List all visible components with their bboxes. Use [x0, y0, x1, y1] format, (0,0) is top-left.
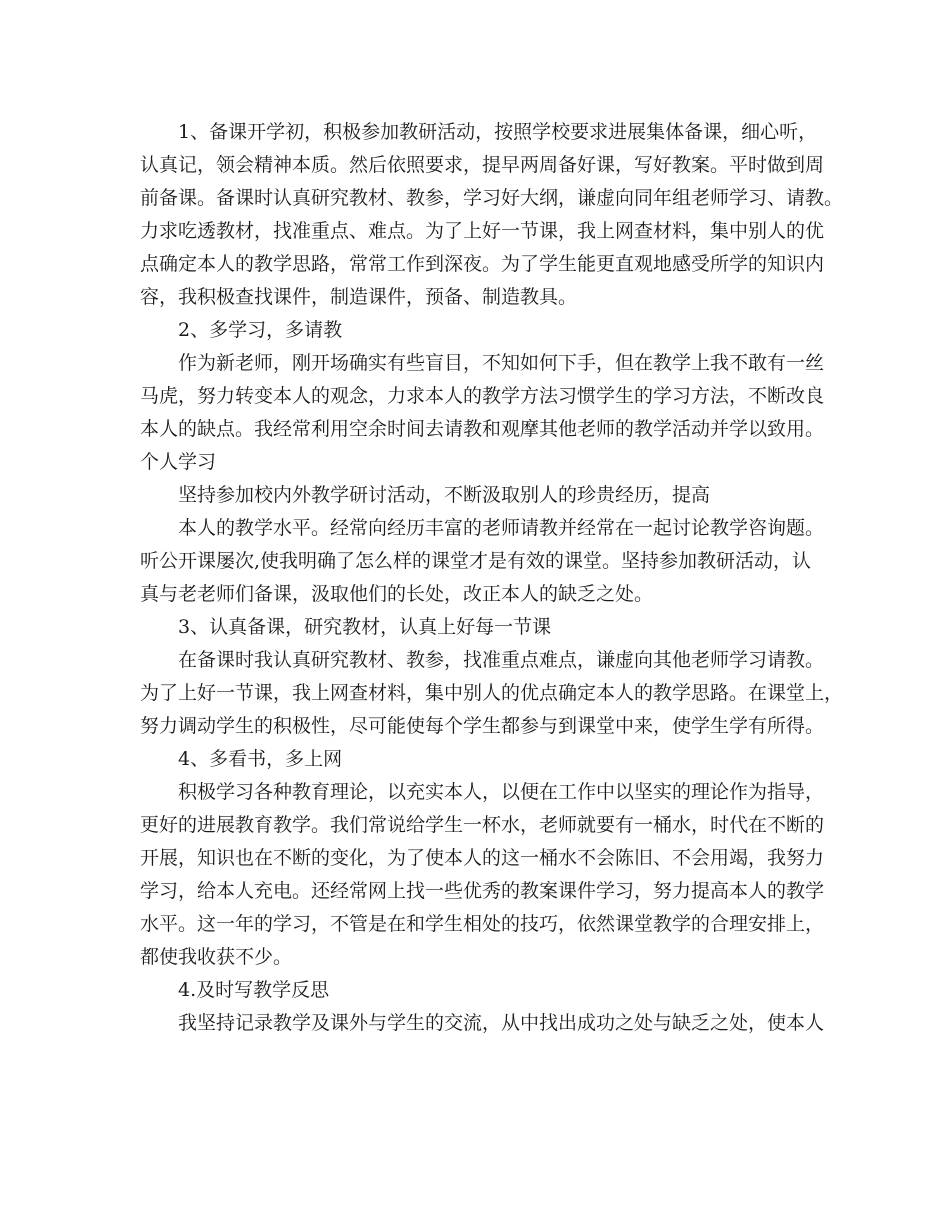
paragraph-5-line-4: 学习，给本人充电。还经常网上找一些优秀的教案课件学习，努力提高本人的教学 [140, 880, 825, 902]
section-heading-personal-study: 个人学习 [140, 451, 217, 473]
paragraph-4-line-2: 为了上好一节课，我上网查材料，集中别人的优点确定本人的教学思路。在课堂上， [140, 682, 844, 704]
paragraph-2-line-2: 马虎，努力转变本人的观念，力求本人的教学方法习惯学生的学习方法，不断改良 [140, 385, 825, 407]
paragraph-5-line-6: 都使我收获不少。 [140, 946, 293, 968]
paragraph-2-line-1: 作为新老师，刚开场确实有些盲目，不知如何下手，但在教学上我不敢有一丝 [178, 352, 825, 374]
paragraph-3-line-1: 坚持参加校内外教学研讨活动，不断汲取别人的珍贵经历，提高 [178, 484, 711, 506]
paragraph-5-line-2: 更好的进展教育教学。我们常说给学生一杯水，老师就要有一桶水，时代在不断的 [140, 814, 825, 836]
paragraph-1-line-2: 认真记，领会精神本质。然后依照要求，提早两周备好课，写好教案。平时做到周 [140, 154, 825, 176]
paragraph-5-line-5: 水平。这一年的学习，不管是在和学生相处的技巧，依然课堂教学的合理安排上， [140, 913, 825, 935]
section-heading-4-reflection: 4.及时写教学反思 [178, 979, 330, 1001]
paragraph-3-line-4: 真与老老师们备课，汲取他们的长处，改正本人的缺乏之处。 [140, 583, 654, 605]
paragraph-5-line-3: 开展，知识也在不断的变化，为了使本人的这一桶水不会陈旧、不会用竭，我努力 [140, 847, 825, 869]
paragraph-1-line-4: 力求吃透教材，找准重点、难点。为了上好一节课，我上网查材料，集中别人的优 [140, 220, 825, 242]
paragraph-4-line-3: 努力调动学生的积极性，尽可能使每个学生都参与到课堂中来，使学生学有所得。 [140, 715, 825, 737]
paragraph-1-line-3: 前备课。备课时认真研究教材、教参，学习好大纲，谦虚向同年组老师学习、请教。 [140, 187, 844, 209]
section-heading-2: 2、多学习，多请教 [178, 319, 343, 341]
paragraph-3-line-3: 听公开课屡次,使我明确了怎么样的课堂才是有效的课堂。坚持参加教研活动，认 [140, 550, 812, 572]
paragraph-5-line-1: 积极学习各种教育理论，以充实本人，以便在工作中以坚实的理论作为指导， [178, 781, 825, 803]
paragraph-2-line-3: 本人的缺点。我经常利用空余时间去请教和观摩其他老师的教学活动并学以致用。 [140, 418, 825, 440]
paragraph-3-line-2: 本人的教学水平。经常向经历丰富的老师请教并经常在一起讨论教学咨询题。 [178, 517, 825, 539]
section-heading-3: 3、认真备课，研究教材，认真上好每一节课 [178, 616, 552, 638]
paragraph-1-line-1: 1、备课开学初，积极参加教研活动，按照学校要求进展集体备课，细心听， [178, 121, 818, 143]
paragraph-6-line-1: 我坚持记录教学及课外与学生的交流，从中找出成功之处与缺乏之处，使本人 [178, 1012, 825, 1034]
paragraph-4-line-1: 在备课时我认真研究教材、教参，找准重点难点，谦虚向其他老师学习请教。 [178, 649, 825, 671]
paragraph-1-line-6: 容，我积极查找课件，制造课件，预备、制造教具。 [140, 286, 578, 308]
paragraph-1-line-5: 点确定本人的教学思路，常常工作到深夜。为了学生能更直观地感受所学的知识内 [140, 253, 825, 275]
section-heading-4: 4、多看书，多上网 [178, 748, 343, 770]
